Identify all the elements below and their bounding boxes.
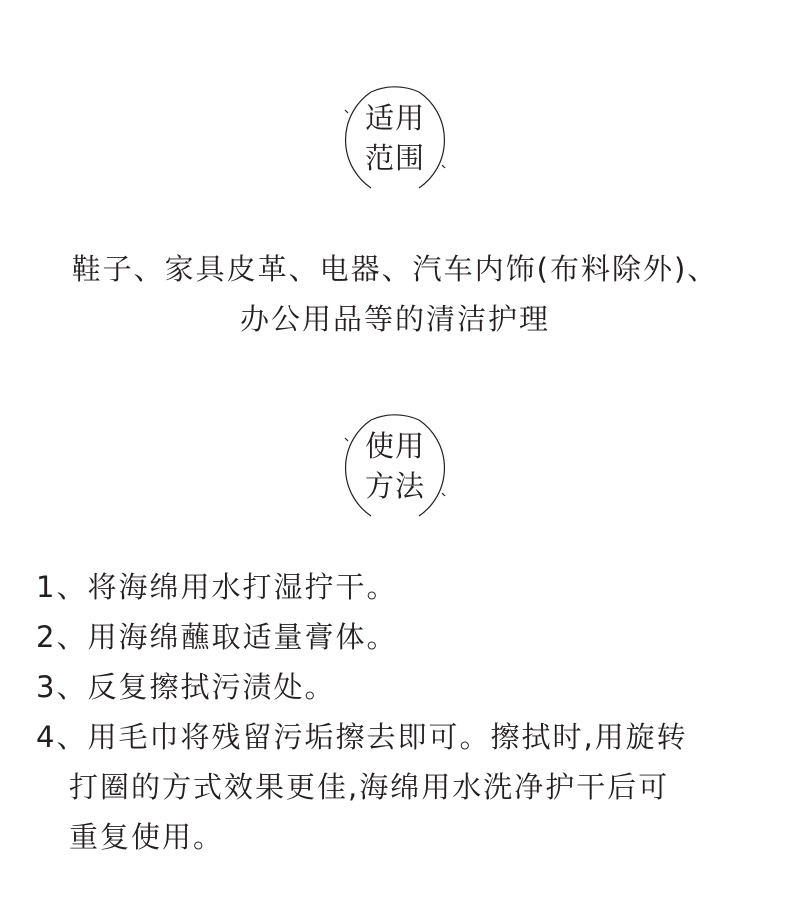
scope-badge — [335, 80, 455, 200]
step-1: 1、将海绵用水打湿拧干。 — [36, 570, 398, 604]
method-badge-line2: 方法 — [364, 469, 425, 503]
step-4: 4、用毛巾将残留污垢擦去即可。擦拭时,用旋转 — [36, 720, 688, 754]
scope-description-line2: 办公用品等的清洁护理 — [239, 302, 550, 336]
usage-steps — [36, 562, 766, 862]
method-badge-line1: 使用 — [364, 429, 425, 463]
step-2: 2、用海绵蘸取适量膏体。 — [36, 620, 398, 654]
step-4-continuation-1: 打圈的方式效果更佳,海绵用水洗净护干后可 — [69, 770, 670, 804]
scope-badge-line1: 适用 — [364, 101, 425, 135]
scope-description — [0, 244, 790, 344]
scope-description-line1: 鞋子、家具皮革、电器、汽车内饰(布料除外)、 — [71, 252, 719, 286]
method-badge — [335, 408, 455, 528]
scope-badge-line2: 范围 — [364, 141, 425, 175]
step-4-continuation-2: 重复使用。 — [69, 820, 225, 854]
step-3: 3、反复擦拭污渍处。 — [36, 670, 336, 704]
